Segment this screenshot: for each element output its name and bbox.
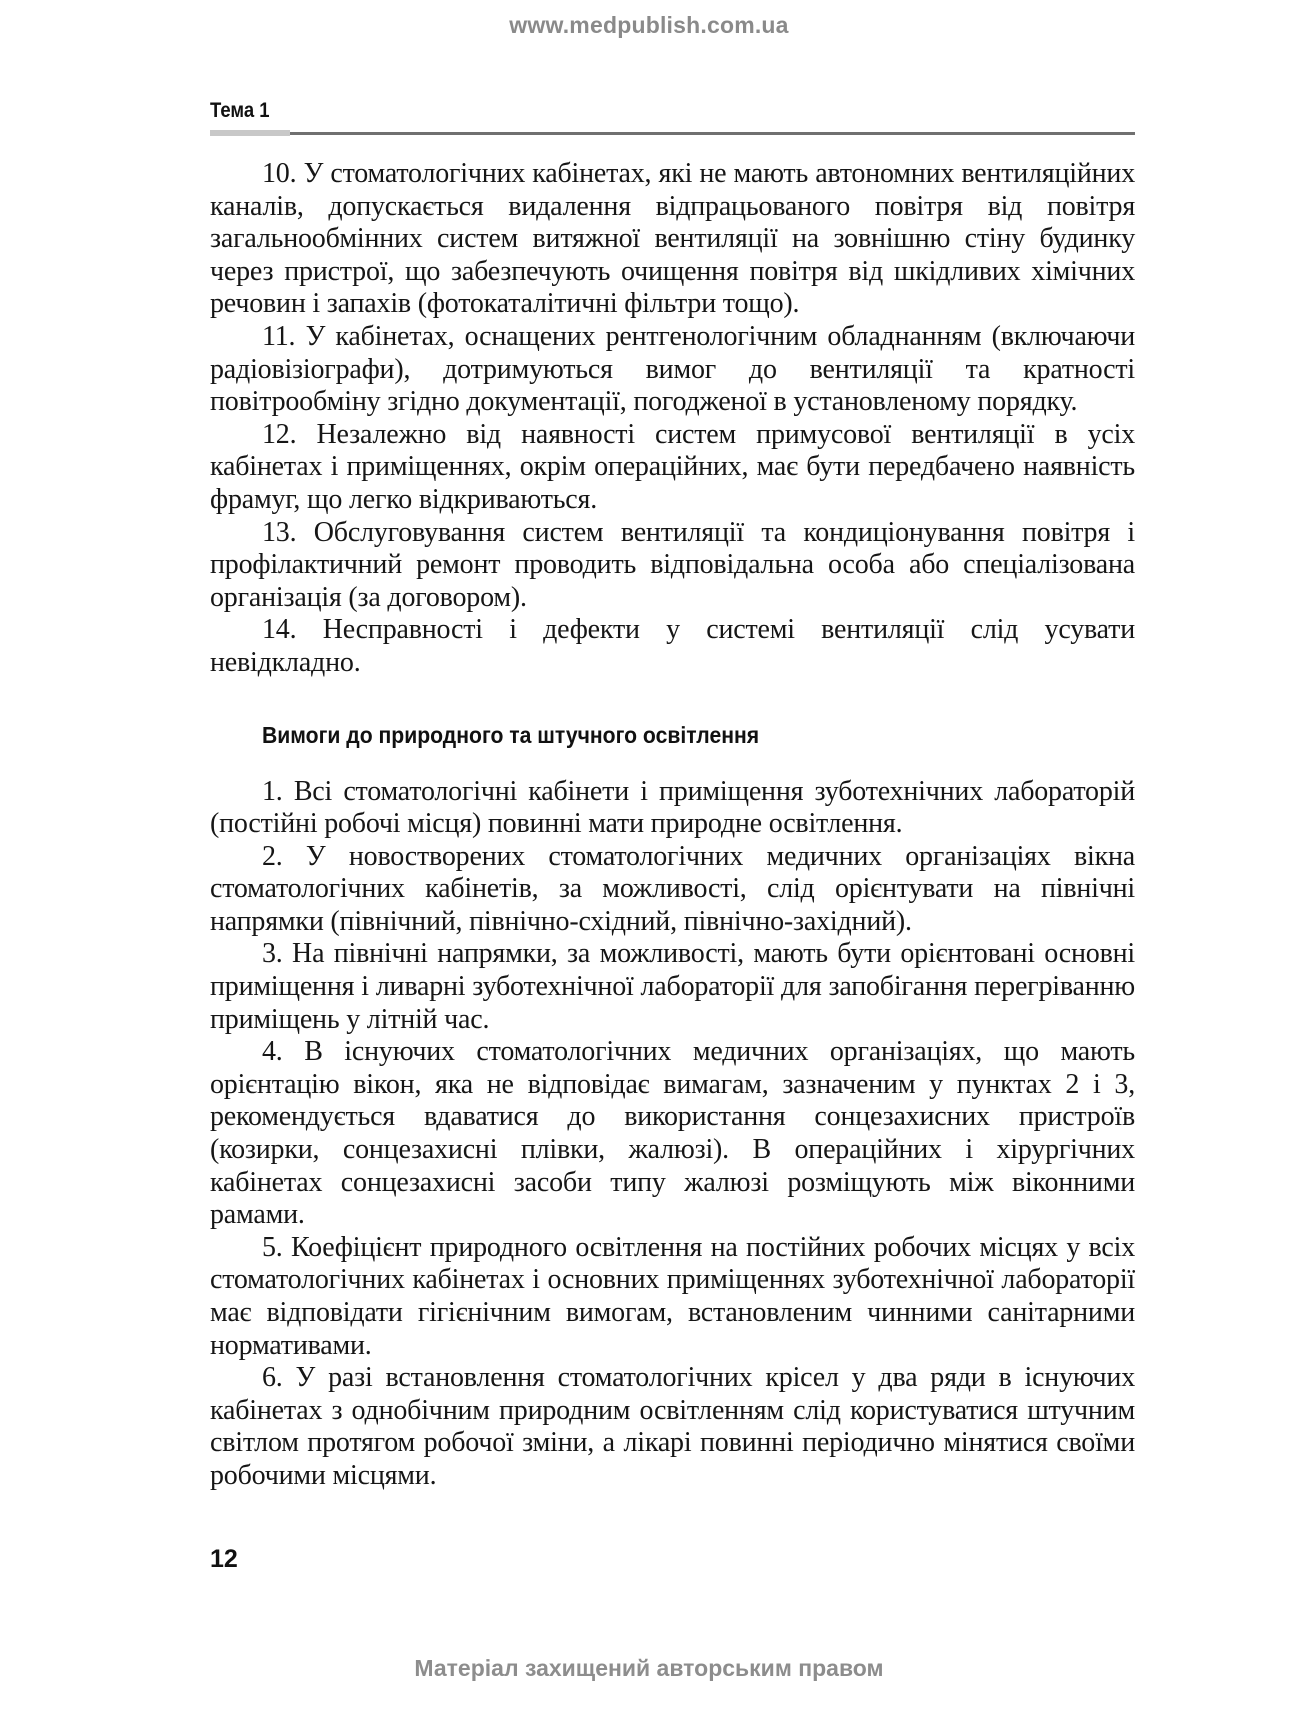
paragraph-11: 11. У кабінетах, оснащених рентгенологічним обладнанням (включаючи радіовізіографи), дотримуються вимог до вентиляції та кратності повітрообміну згідно документації, погодженої в установленому порядку. <box>210 320 1135 418</box>
lighting-paragraph-3: 3. На північні напрямки, за можливості, мають бути орієнтовані основні приміщення і ливарні зуботехнічної лабораторії для запобігання перегріванню приміщень у літній час. <box>210 938 1135 1035</box>
chapter-title: Тема 1 <box>210 99 270 122</box>
lighting-paragraph-1: 1. Всі стоматологічні кабінети і приміщення зуботехнічних лабораторій (постійні робочі місця) повинні мати природне освітлення. <box>210 775 1135 840</box>
running-head <box>210 98 1135 135</box>
page-body <box>210 158 1135 1493</box>
lighting-paragraph-2: 2. У новостворених стоматологічних медичних організаціях вікна стоматологічних кабінетів, за можливості, слід орієнтувати на північні напрямки (північний, північно-східний, північно-західний). <box>210 840 1135 937</box>
paragraph-10: 10. У стоматологічних кабінетах, які не мають автономних вентиляційних каналів, допускається видалення відпрацьованого повітря від повітря загальнообмінних систем витяжної вентиляції на зовнішню стіну будинку через пристрої, що забезпечують очищення повітря від шкідливих хімічних речовин і запахів (фотокаталітичні фільтри тощо). <box>210 158 1135 320</box>
lighting-paragraph-6: 6. У разі встановлення стоматологічних крісел у два ряди в існуючих кабінетах з однобічним природним освітленням слід користуватися штучним світлом протягом робочої зміни, а лікарі повинні періодично мінятися своїми робочими місцями. <box>210 1362 1135 1491</box>
section-heading: Вимоги до природного та штучного освітлення <box>262 721 760 748</box>
paragraph-13: 13. Обслуговування систем вентиляції та кондиціонування повітря і профілактичний ремонт проводить відповідальна особа або спеціалізована організація (за договором). <box>210 516 1135 613</box>
watermark-url: www.medpublish.com.ua <box>509 12 789 38</box>
header-rule <box>210 132 1135 135</box>
paragraph-12: 12. Незалежно від наявності систем примусової вентиляції в усіх кабінетах і приміщеннях, окрім операційних, має бути передбачено наявність фрамуг, що легко відкриваються. <box>210 418 1135 515</box>
copyright-watermark: Матеріал захищений авторським правом <box>414 1655 884 1681</box>
header-rule-accent <box>210 130 290 136</box>
lighting-paragraph-4: 4. В існуючих стоматологічних медичних організаціях, що мають орієнтацію вікон, яка не відповідає вимагам, зазначеним у пунктах 2 і 3, рекомендується вдаватися до використання сонцезахисних пристроїв (козирки, сонцезахисні плівки, жалюзі). В операційних і хірургічних кабінетах сонцезахисні засоби типу жалюзі розміщують між віконними рамами. <box>210 1036 1135 1231</box>
page-number: 12 <box>210 1545 238 1573</box>
lighting-paragraph-5: 5. Коефіцієнт природного освітлення на постійних робочих місцях у всіх стоматологічних кабінетах і основних приміщеннях зуботехнічної лабораторії має відповідати гігієнічним вимогам, встановленим чинними санітарними нормативами. <box>210 1231 1135 1361</box>
paragraph-14: 14. Несправності і дефекти у системі вентиляції слід усувати невідкладно. <box>210 614 1135 678</box>
